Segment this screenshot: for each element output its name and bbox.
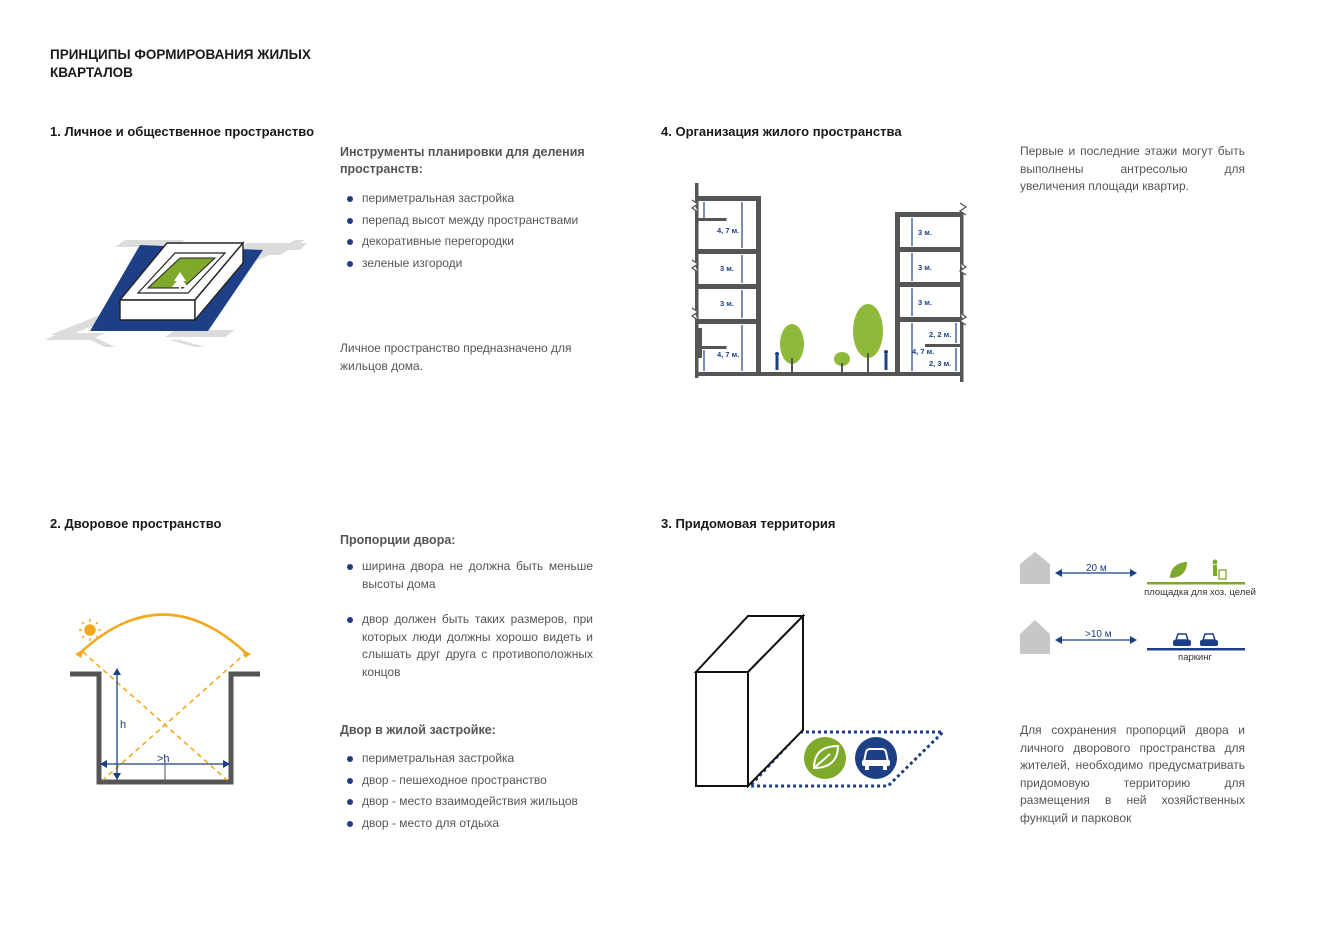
list-item: периметральная застройка (340, 750, 620, 768)
section3-description: Для сохранения пропорций двора и личного дворового пространства для жителей, необходимо предусматривать придомовую территорию для размещения в ней хозяйственных функций и парковок (1020, 723, 1245, 825)
yard-heading: Двор в жилой застройке: (340, 723, 496, 737)
dim-label: 3 м. (918, 298, 932, 307)
house-icon (1020, 552, 1050, 654)
list-item: двор - пешеходное пространство (340, 772, 620, 790)
building-block (696, 616, 803, 786)
section1-tools-heading: Инструменты планировки для деления пространств: (340, 145, 585, 176)
proportions-list (340, 558, 593, 681)
section1-heading: 1. Личное и общественное пространство (50, 124, 315, 139)
list-item: двор должен быть таких размеров, при которых люди должны хорошо видеть и слышать друг друга с противоположных концов (340, 611, 593, 681)
parking-line (1147, 648, 1245, 651)
list-item: периметральная застройка (340, 190, 620, 208)
trash-person-icon (1213, 560, 1227, 580)
leaf-icon (1170, 562, 1187, 578)
distance2-label: >10 м (1085, 629, 1112, 640)
height-label: h (120, 719, 127, 731)
section4-heading: 4. Организация жилого пространства (661, 124, 902, 139)
dim-label: 4, 7 м. (912, 347, 935, 356)
utility-line (1147, 582, 1245, 585)
trees (780, 304, 883, 372)
list-item: двор - место взаимодействия жильцов (340, 793, 620, 811)
list-item: декоративные перегородки (340, 233, 620, 251)
width-label: >h (157, 753, 170, 765)
car-icon (855, 737, 897, 779)
left-building (695, 183, 761, 378)
distance1-label: 20 м (1086, 563, 1107, 574)
yard-list (340, 750, 620, 832)
ground-line (695, 372, 963, 376)
dim-label: 2, 3 м. (929, 359, 952, 368)
sight-arc (79, 615, 247, 655)
adjacent-territory-diagram (690, 610, 955, 795)
section3-heading: 3. Придомовая территория (661, 516, 836, 531)
section1-tools-list (340, 190, 620, 272)
dim-label: 3 м. (918, 228, 932, 237)
building-section-diagram (690, 178, 970, 388)
list-item: перепад высот между пространствами (340, 212, 620, 230)
section1-note: Личное пространство предназначено для жильцов дома. (340, 341, 572, 373)
dim-label: 3 м. (720, 264, 734, 273)
right-building (895, 212, 964, 382)
proportions-heading: Пропорции двора: (340, 533, 456, 547)
leaf-icon (804, 737, 846, 779)
page-title: ПРИНЦИПЫ ФОРМИРОВАНИЯ ЖИЛЫХ КВАРТАЛОВ (50, 47, 311, 80)
block-plan-diagram (45, 225, 310, 355)
dim-label: 3 м. (918, 263, 932, 272)
dim-label: 3 м. (720, 299, 734, 308)
list-item: двор - место для отдыха (340, 815, 620, 833)
list-item: ширина двора не должна быть меньше высоты дома (340, 558, 593, 593)
utility-area-label: площадка для хоз. целей (1144, 587, 1256, 598)
yard-proportions-diagram (65, 610, 270, 790)
section4-description: Первые и последние этажи могут быть выполнены антресолью для увеличения площади квартир. (1020, 144, 1245, 193)
dim-label: 4, 7 м. (717, 350, 740, 359)
list-item: зеленые изгороди (340, 255, 620, 273)
dim-label: 4, 7 м. (717, 226, 740, 235)
dim-label: 2, 2 м. (929, 330, 952, 339)
section2-heading: 2. Дворовое пространство (50, 516, 222, 531)
car-icons (1173, 634, 1218, 646)
parking-label: паркинг (1178, 652, 1212, 663)
